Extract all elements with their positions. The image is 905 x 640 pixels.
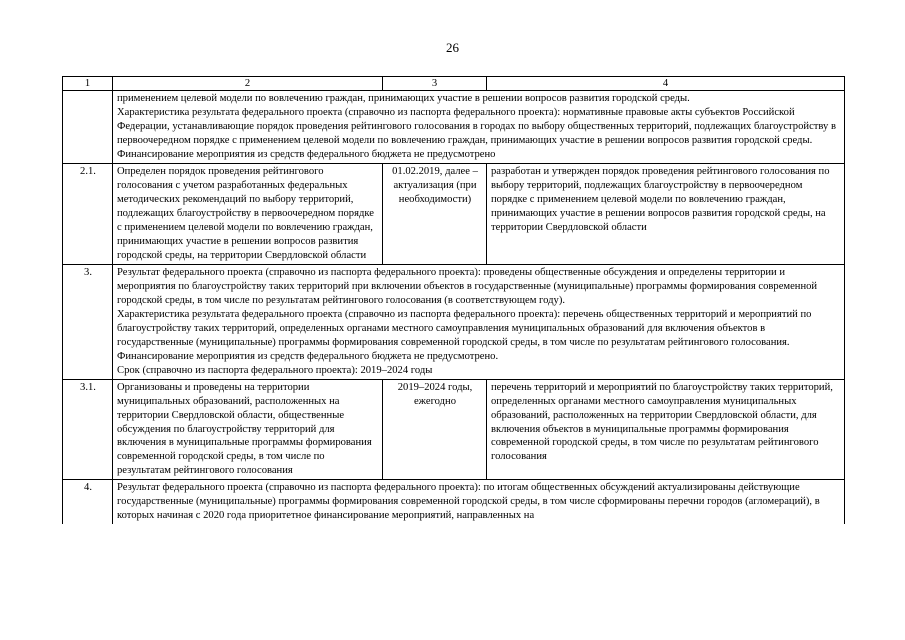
page-number: 26 (446, 40, 459, 55)
result-deadline-paragraph: Срок (справочно из паспорта федерального проекта): 2019–2024 годы (117, 364, 433, 376)
table-header-row (63, 77, 845, 91)
row-number: 3.1. (63, 379, 113, 480)
federal-result-paragraph: Результат федерального проекта (справочно из паспорта федерального проекта): по итогам общественных обсуждений актуализированы действующие государственные (муниципальные) программы формирования современной городской среды, в том числе сформированы перечни городов (агломераций), в которых начиная с 2020 года приоритетное финансирование мероприятий, направленных на (117, 482, 820, 522)
event-result: разработан и утвержден порядок проведения рейтингового голосования по выбору территорий, подлежащих благоустройству в первоочередном порядке с применением целевой модели по вовлечению граждан, принимающих участие в решении вопросов развития городской среды, на территории Свердловской области (487, 164, 845, 265)
federal-result-clip (117, 481, 841, 523)
federal-result-cell (113, 264, 845, 379)
table-row-4 (63, 480, 845, 524)
federal-result-cell (113, 480, 845, 524)
table-row-2-1 (63, 164, 845, 265)
event-deadline: 2019–2024 годы, ежегодно (383, 379, 487, 480)
row-number: 4. (63, 480, 113, 524)
event-description: Организованы и проведены на территории муниципальных образований, расположенных на территории Свердловской области, общественные обсуждения по благоустройству территорий для включения в муниципальные программы формирования современной городской среды, в том числе по результатам рейтингового голосования (113, 379, 383, 480)
column-header-1: 1 (63, 77, 113, 91)
continuation-paragraph-1: применением целевой модели по вовлечению граждан, принимающих участие в решении вопросов развития городской среды. (117, 93, 690, 105)
column-header-4: 4 (487, 77, 845, 91)
column-header-3: 3 (383, 77, 487, 91)
event-description: Определен порядок проведения рейтингового голосования с учетом разработанных федеральных методических рекомендаций по выбору территорий, подлежащих благоустройству в первоочередном порядке с применением целевой модели по вовлечению граждан, принимающих участие в решении вопросов развития городской среды, на территории Свердловской области (113, 164, 383, 265)
table-row-continuation (63, 91, 845, 164)
continuation-text-cell (113, 91, 845, 164)
table-row-3 (63, 264, 845, 379)
continuation-paragraph-2: Характеристика результата федерального проекта (справочно из паспорта федерального проекта): нормативные правовые акты субъектов Российской Федерации, устанавливающие порядок проведения рейтингового голосования в городах по выбору общественных территорий, подлежащих благоустройству в первоочередном порядке с применением целевой модели по вовлечению граждан, принимающих участие в решении вопросов развития городской среды. Финансирование мероприятия из средств федерального бюджета не предусмотрено (117, 107, 836, 161)
row-number-cell (63, 91, 113, 164)
column-header-2: 2 (113, 77, 383, 91)
plan-table (62, 76, 845, 524)
event-deadline: 01.02.2019, далее – актуализация (при необходимости) (383, 164, 487, 265)
result-characteristic-paragraph: Характеристика результата федерального проекта (справочно из паспорта федерального проекта): перечень общественных территорий и мероприятий по благоустройству таких территорий, определенных органами местного самоуправления муниципальных образований для включения объектов в государственные (муниципальные) программы формирования современной городской среды, в том числе по результатам рейтингового голосования. Финансирование мероприятия из средств федерального бюджета не предусмотрено. (117, 308, 812, 362)
row-number: 3. (63, 264, 113, 379)
federal-result-paragraph: Результат федерального проекта (справочно из паспорта федерального проекта): проведены общественные обсуждения и определены территории и мероприятия по благоустройству таких территорий при включении объектов в государственные (муниципальные) программы формирования современной городской среды, в том числе по результатам рейтингового голосования (в соответствующем году). (117, 266, 818, 306)
table-row-3-1 (63, 379, 845, 480)
event-result: перечень территорий и мероприятий по благоустройству таких территорий, определенных органами местного самоуправления муниципальных образований, расположенных на территории Свердловской области, для включения объектов в муниципальные программы формирования современной городской среды, в том числе по результатам рейтингового голосования (487, 379, 845, 480)
row-number: 2.1. (63, 164, 113, 265)
